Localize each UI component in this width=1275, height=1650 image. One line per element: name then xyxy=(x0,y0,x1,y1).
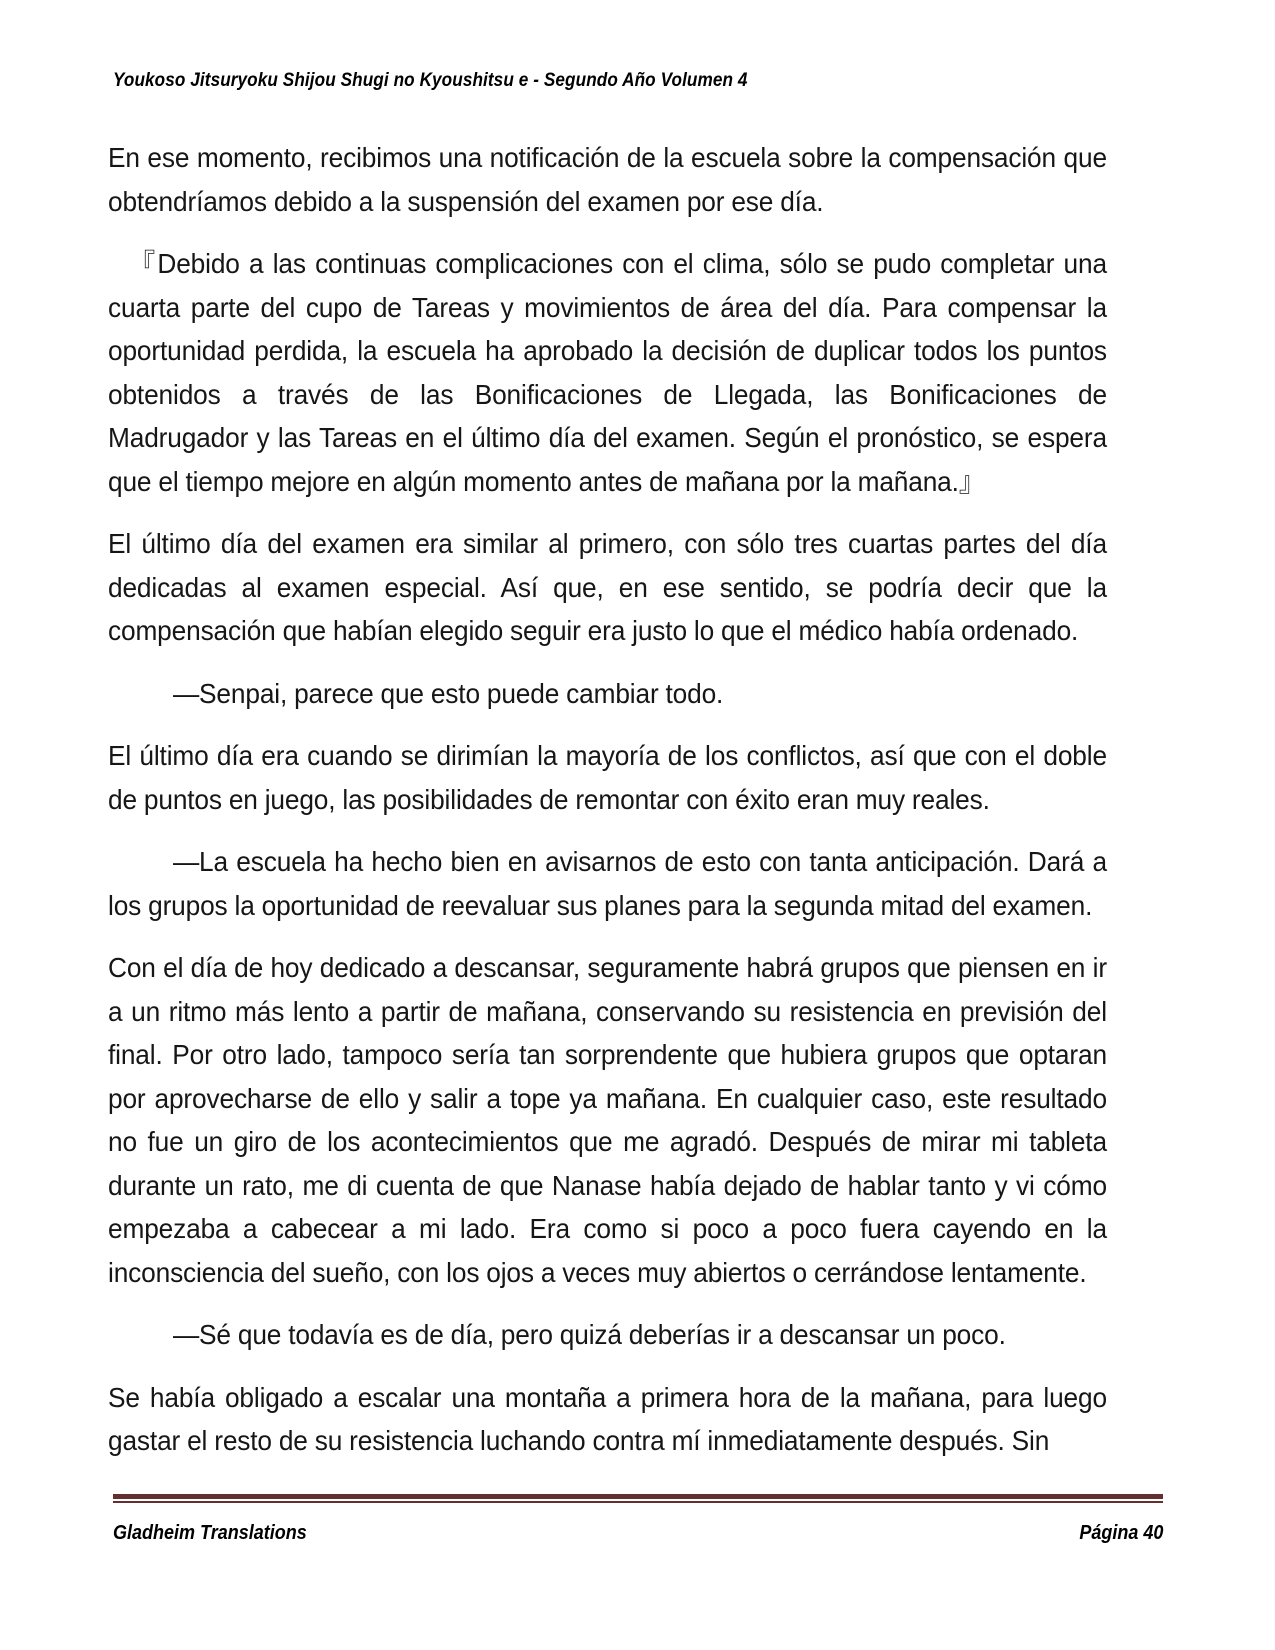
paragraph: El último día del examen era similar al primero, con sólo tres cuartas partes del día dedicadas al examen especial. Así que, en ese sentido, se podría decir que la compensación que habían elegido seguir era justo lo que el médico había ordenado. xyxy=(108,528,1107,646)
dialogue-line: —Senpai, parece que esto puede cambiar todo. xyxy=(172,677,724,709)
footer-divider-thin xyxy=(113,1501,1163,1503)
page-footer xyxy=(113,1494,1163,1545)
page-header xyxy=(113,68,1163,96)
paragraph: El último día era cuando se dirimían la mayoría de los conflictos, así que con el doble de puntos en juego, las posibilidades de remontar con éxito eran muy reales. xyxy=(108,740,1107,815)
header-title: Youkoso Jitsuryoku Shijou Shugi no Kyoushitsu e - Segundo Año Volumen 4 xyxy=(113,69,748,91)
paragraph: En ese momento, recibimos una notificación de la escuela sobre la compensación que obtendríamos debido a la suspensión del examen por ese día. xyxy=(108,142,1107,217)
paragraph-school-announcement: 『Debido a las continuas complicaciones con el clima, sólo se pudo completar una cuarta parte del cupo de Tareas y movimientos de área del día. Para compensar la oportunidad perdida, la escuela ha aprobado la decisión de duplicar todos los puntos obtenidos a través de las Bonificaciones de Llegada, las Bonificaciones de Madrugador y las Tareas en el último día del examen. Según el pronóstico, se espera que el tiempo mejore en algún momento antes de mañana por la mañana.』 xyxy=(108,248,1107,497)
document-body xyxy=(108,136,1154,1463)
paragraph: Se había obligado a escalar una montaña a primera hora de la mañana, para luego gastar el resto de su resistencia luchando contra mí inmediatamente después. Sin xyxy=(108,1381,1107,1456)
footer-page-number: Página 40 xyxy=(1078,1522,1163,1544)
footer-row xyxy=(113,1522,1163,1545)
dialogue-line: —La escuela ha hecho bien en avisarnos de esto con tanta anticipación. Dará a los grupos la oportunidad de reevaluar sus planes para la segunda mitad del examen. xyxy=(108,846,1107,921)
footer-translator-credit: Gladheim Translations xyxy=(113,1522,307,1544)
paragraph: Con el día de hoy dedicado a descansar, seguramente habrá grupos que piensen en ir a un ritmo más lento a partir de mañana, conservando su resistencia en previsión del final. Por otro lado, tampoco sería tan sorprendente que hubiera grupos que optaran por aprovecharse de ello y salir a tope ya mañana. En cualquier caso, este resultado no fue un giro de los acontecimientos que me agradó. Después de mirar mi tableta durante un rato, me di cuenta de que Nanase había dejado de hablar tanto y vi cómo empezaba a cabecear a mi lado. Era como si poco a poco fuera cayendo en la inconsciencia del sueño, con los ojos a veces muy abiertos o cerrándose lentamente. xyxy=(108,952,1107,1288)
dialogue-line: —Sé que todavía es de día, pero quizá deberías ir a descansar un poco. xyxy=(172,1319,1006,1350)
